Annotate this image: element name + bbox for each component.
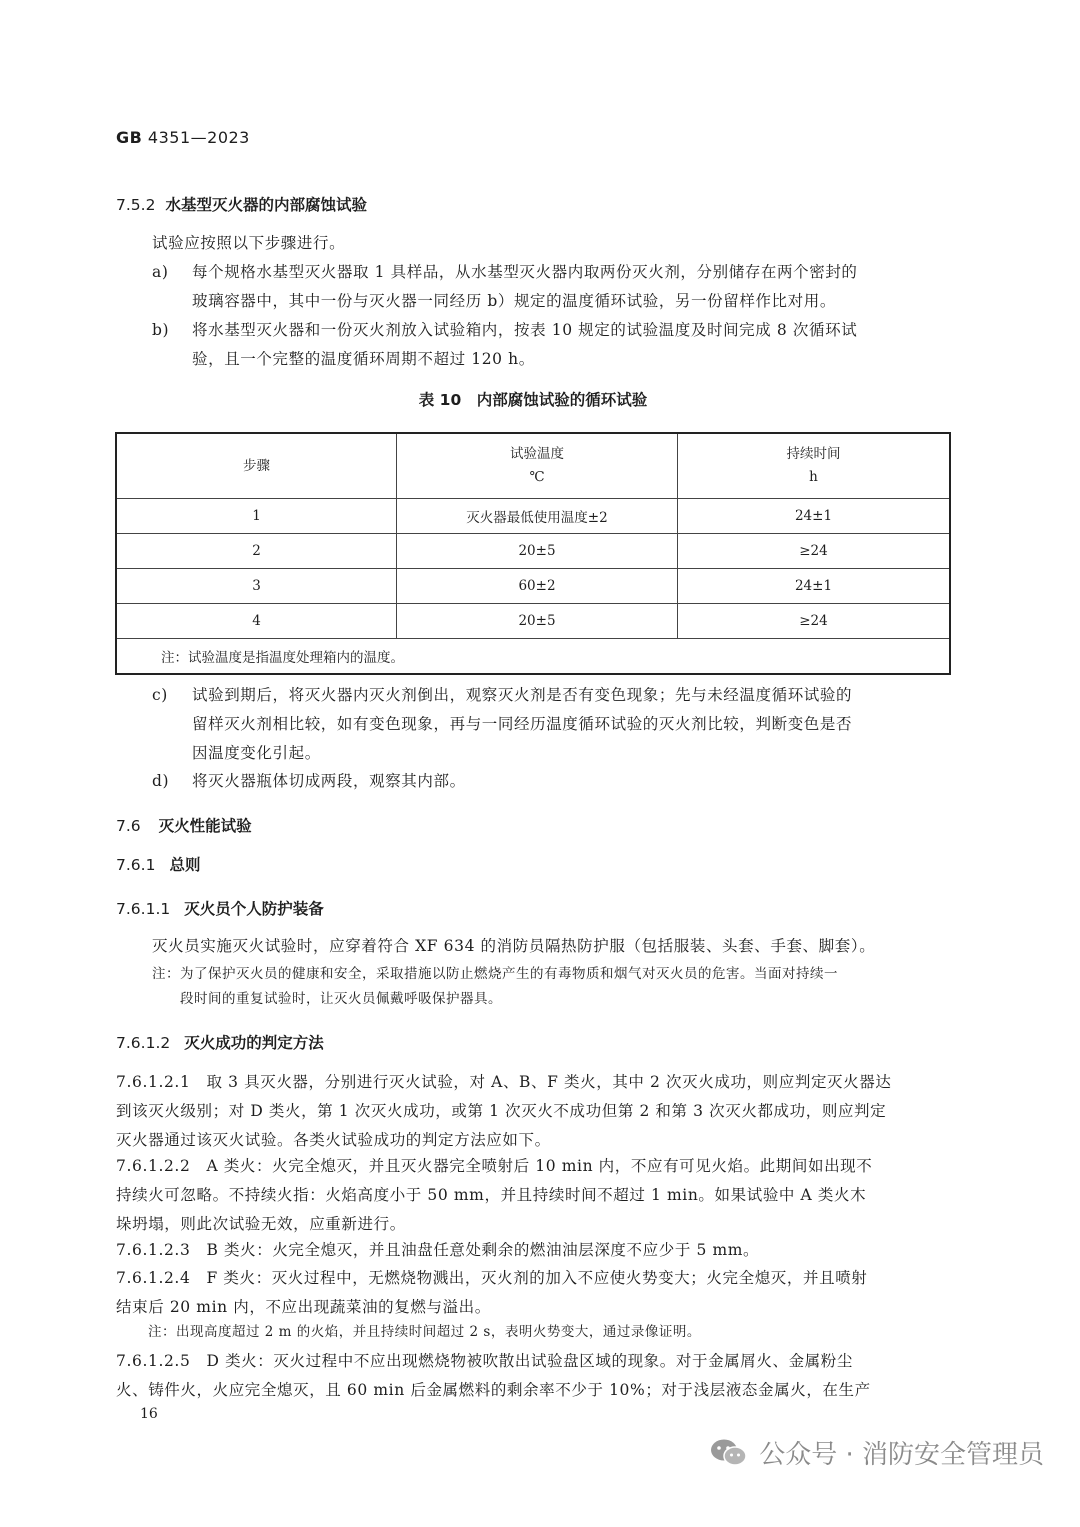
paragraph-7-6-1-2-5: 7.6.1.2.5 D 类火：灭火过程中不应出现燃烧物被吹散出试验盘区域的现象。对于金属屑火、金属粉尘 火、铸件火，火应完全熄灭，且 60 min 后金属燃料的剩余率不少于 10%；对于浅层液态金属火，在生产 bbox=[116, 1352, 871, 1399]
header-duration: 持续时间 h bbox=[678, 433, 951, 499]
page-number: 16 bbox=[140, 1406, 158, 1422]
table-row: 2 20±5 ≥24 bbox=[116, 534, 950, 569]
section-7-6-1-1-heading: 7.6.1.1 灭火员个人防护装备 bbox=[116, 900, 324, 918]
item-d-label: d) bbox=[152, 772, 170, 790]
standard-code: GB 4351—2023 bbox=[116, 128, 250, 147]
paragraph-7-6-1-2-1: 7.6.1.2.1 取 3 具灭火器，分别进行灭火试验，对 A、B、F 类火，其中 2 次灭火成功，则应判定灭火器达 到该灭火级别；对 D 类火，第 1 次灭火成功，或第 1 次灭火不成功但第 2 和第 3 次灭火都成功，则应判定 灭火器通过该灭火试验。各类火试验成功的判定方法应如下。 bbox=[116, 1073, 892, 1149]
item-c-label: c) bbox=[152, 686, 168, 704]
wechat-icon bbox=[709, 1437, 749, 1469]
paragraph-7-6-1-2-3: 7.6.1.2.3 B 类火：火完全熄灭，并且油盘任意处剩余的燃油油层深度不应少于 5 mm。 bbox=[116, 1241, 760, 1259]
item-a-label: a) bbox=[152, 263, 169, 281]
item-a: a) 每个规格水基型灭火器取 1 具样品，从水基型灭火器内取两份灭火剂，分别储存在两个密封的 玻璃容器中，其中一份与灭火器一同经历 b）规定的温度循环试验，另一份留样作比对用。 bbox=[152, 258, 858, 316]
note-7-6-1-2-4: 注：出现高度超过 2 m 的火焰，并且持续时间超过 2 s，表明火势变大，通过录像证明。 bbox=[148, 1324, 701, 1340]
paragraph-7-6-1-1: 灭火员实施灭火试验时，应穿着符合 XF 634 的消防员隔热防护服（包括服装、头套、手套、脚套）。 bbox=[152, 937, 876, 955]
table-10 bbox=[115, 432, 951, 675]
item-c: c) 试验到期后，将灭火器内灭火剂倒出，观察灭火剂是否有变色现象；先与未经温度循环试验的 留样灭火剂相比较，如有变色现象，再与一同经历温度循环试验的灭火剂比较，判断变色是否 因温度变化引起。 bbox=[152, 681, 852, 768]
header-temperature: 试验温度 ℃ bbox=[397, 433, 678, 499]
note-7-6-1-1: 注：为了保护灭火员的健康和安全，采取措施以防止燃烧产生的有毒物质和烟气对灭火员的危害。当面对持续一 段时间的重复试验时，让灭火员佩戴呼吸保护器具。 bbox=[152, 966, 838, 1007]
section-7-6-heading: 7.6 灭火性能试验 bbox=[116, 817, 252, 835]
item-b: b) 将水基型灭火器和一份灭火剂放入试验箱内，按表 10 规定的试验温度及时间完成 8 次循环试 验，且一个完整的温度循环周期不超过 120 h。 bbox=[152, 316, 857, 374]
section-7-5-2-heading: 7.5.2 水基型灭火器的内部腐蚀试验 bbox=[116, 196, 367, 214]
table-row: 1 灭火器最低使用温度±2 24±1 bbox=[116, 499, 950, 534]
paragraph-7-6-1-2-4: 7.6.1.2.4 F 类火：灭火过程中，无燃烧物溅出，灭火剂的加入不应使火势变大；火完全熄灭，并且喷射 结束后 20 min 内，不应出现蔬菜油的复燃与溢出。 bbox=[116, 1269, 868, 1316]
item-b-label: b) bbox=[152, 321, 170, 339]
table-note: 注：试验温度是指温度处理箱内的温度。 bbox=[116, 639, 950, 675]
table-note-row bbox=[116, 639, 950, 675]
header-step: 步骤 bbox=[116, 433, 397, 499]
paragraph-7-6-1-2-2: 7.6.1.2.2 A 类火：火完全熄灭，并且灭火器完全喷射后 10 min 内，不应有可见火焰。此期间如出现不 持续火可忽略。不持续火指：火焰高度小于 50 mm，并且持续时间不超过 1 min。如果试验中 A 类火木 垛坍塌，则此次试验无效，应重新进行。 bbox=[116, 1157, 873, 1233]
table-row: 3 60±2 24±1 bbox=[116, 569, 950, 604]
section-7-6-1-heading: 7.6.1 总则 bbox=[116, 856, 201, 874]
table-header-row bbox=[116, 433, 950, 499]
table-row: 4 20±5 ≥24 bbox=[116, 604, 950, 639]
table-10-caption: 表 10 内部腐蚀试验的循环试验 bbox=[418, 391, 648, 409]
intro-paragraph: 试验应按照以下步骤进行。 bbox=[152, 234, 346, 252]
section-7-6-1-2-heading: 7.6.1.2 灭火成功的判定方法 bbox=[116, 1034, 324, 1052]
item-d: d) 将灭火器瓶体切成两段，观察其内部。 bbox=[152, 767, 466, 796]
watermark-text: 公众号 · 消防安全管理员 bbox=[759, 1440, 1044, 1470]
wechat-watermark bbox=[709, 1434, 1044, 1471]
